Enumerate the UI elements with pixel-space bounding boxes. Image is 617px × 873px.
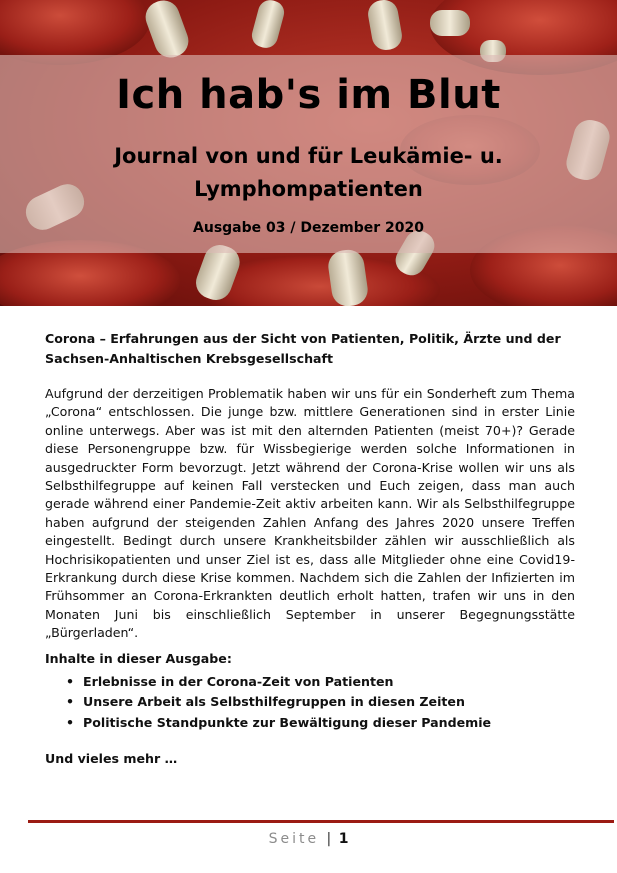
article-heading: Corona – Erfahrungen aus der Sicht von Patienten, Politik, Ärzte und der Sachsen-Anhaltischen Krebsgesellschaft — [45, 331, 561, 366]
bullet-icon: • — [66, 694, 75, 710]
page-label: Seite — [268, 831, 320, 847]
issue-label: Ausgabe 03 / Dezember 2020 — [193, 220, 424, 236]
more-text: Und vieles mehr … — [45, 751, 178, 767]
footer-divider — [28, 820, 614, 823]
contents-list — [45, 672, 575, 734]
article-body: Aufgrund der derzeitigen Problematik haben wir uns für ein Sonderheft zum Thema „Corona“ entschlossen. Die junge bzw. mittlere Generationen sind in erster Linie online unterwegs. Aber was ist mit den alternden Patienten (meist 70+)? Gerade diese Personengruppe bzw. für Wissbegierige werden solche Informationen in ausgedruckter Form bevorzugt. Jetzt während der Corona-Krise wollen wir uns als Selbsthilfegruppe auf keinen Fall verstecken und Euch zeigen, dass man auch gerade während einer Pandemie-Zeit aktiv arbeiten kann. Wir als Selbsthilfegruppe haben aufgrund der steigenden Zahlen Anfang des Jahres 2020 unsere Treffen eingestellt. Bedingt durch unsere Krankheitsbilder zählen wir ausschließlich als Hochrisikopatienten und unser Ziel ist es, dass alle Mitglieder ohne eine Covid19-Erkrankung durch diese Krise kommen. Nachdem sich die Zahlen der Infizierten im Frühsommer an Corona-Erkrankten deutlich erholt hatten, trafen wir uns in den Monaten Juni bis einschließlich September in unserer Begegnungsstätte „Bürgerladen“. — [45, 386, 575, 641]
list-item-text: Unsere Arbeit als Selbsthilfegruppen in diesen Zeiten — [83, 694, 465, 710]
contents-heading: Inhalte in dieser Ausgabe: — [45, 650, 232, 666]
page-footer — [0, 831, 617, 847]
bullet-icon: • — [66, 714, 75, 730]
header-banner — [0, 0, 617, 306]
list-item-text: Erlebnisse in der Corona-Zeit von Patienten — [83, 673, 394, 689]
page-number: 1 — [338, 831, 349, 847]
list-item — [66, 713, 575, 734]
list-item — [66, 692, 575, 713]
journal-title: Ich hab's im Blut — [116, 72, 501, 118]
list-item-text: Politische Standpunkte zur Bewältigung dieser Pandemie — [83, 714, 492, 730]
page-separator: | — [326, 831, 332, 847]
list-item — [66, 672, 575, 693]
article-content — [45, 329, 575, 766]
journal-subtitle: Journal von und für Leukämie- u. Lymphompatienten — [114, 144, 503, 201]
bullet-icon: • — [66, 673, 75, 689]
